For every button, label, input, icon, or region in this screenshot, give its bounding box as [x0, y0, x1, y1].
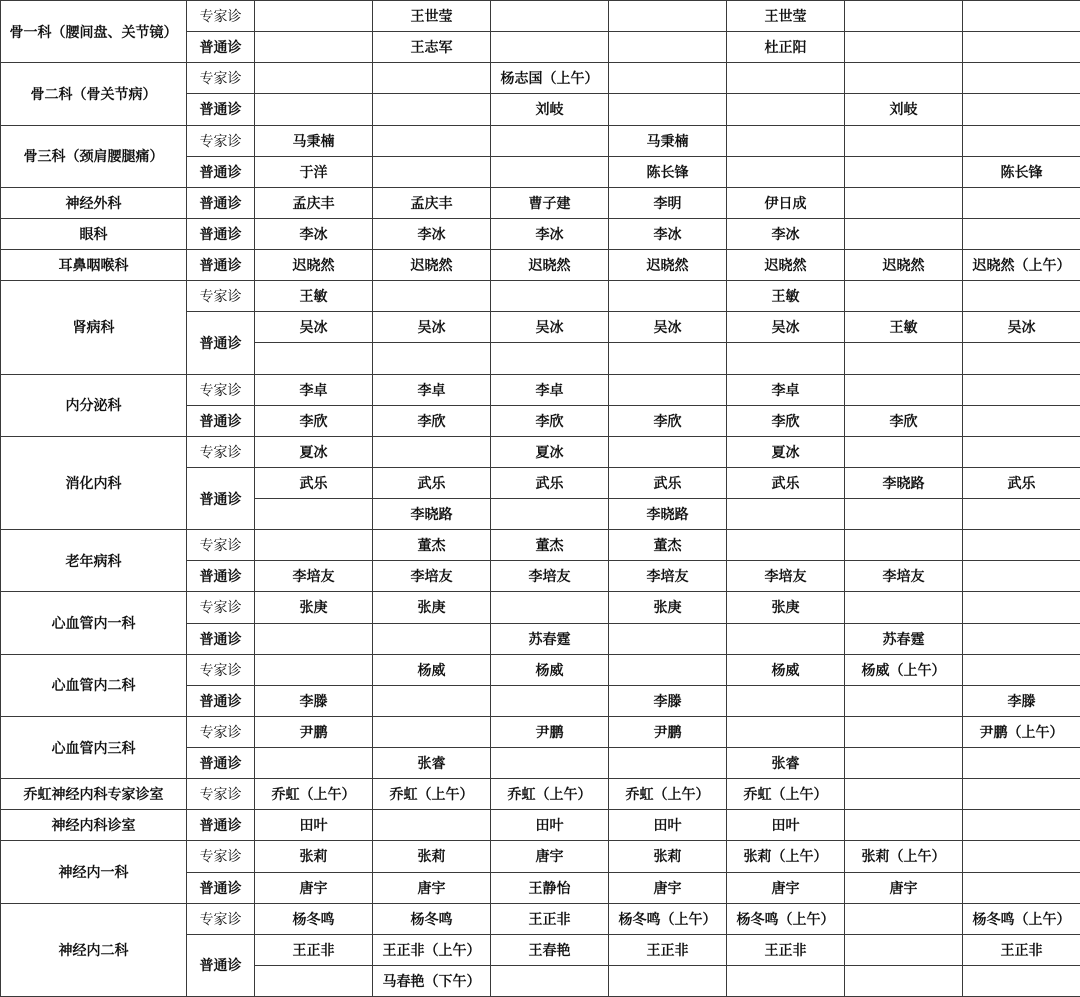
doctor-cell-day-2: 乔虹（上午） [373, 779, 491, 810]
doctor-cell-day-2: 王世莹 [373, 1, 491, 32]
doctor-cell-day-7 [963, 654, 1080, 685]
doctor-cell-day-4: 李欣 [609, 405, 727, 436]
doctor-cell-day-1: 张庚 [255, 592, 373, 623]
doctor-cell-day-1: 尹鹏 [255, 716, 373, 747]
doctor-cell-day-7: 李滕 [963, 685, 1080, 716]
doctor-cell-day-3 [491, 125, 609, 156]
doctor-cell-day-5: 李冰 [727, 218, 845, 249]
doctor-cell-day-1: 田叶 [255, 810, 373, 841]
doctor-cell-day-4 [609, 343, 727, 374]
doctor-cell-day-3: 杨威 [491, 654, 609, 685]
doctor-cell-day-6: 迟晓然 [845, 250, 963, 281]
doctor-cell-day-4: 李冰 [609, 218, 727, 249]
doctor-cell-day-7: 王正非 [963, 934, 1080, 965]
doctor-cell-day-6 [845, 343, 963, 374]
schedule-row [1, 281, 1080, 312]
clinic-type: 普通诊 [187, 810, 255, 841]
doctor-cell-day-3: 李欣 [491, 405, 609, 436]
doctor-cell-day-3: 刘岐 [491, 94, 609, 125]
doctor-cell-day-1: 张莉 [255, 841, 373, 872]
doctor-cell-day-2: 杨冬鸣 [373, 903, 491, 934]
doctor-cell-day-2: 迟晓然 [373, 250, 491, 281]
doctor-cell-day-5: 张莉（上午） [727, 841, 845, 872]
doctor-cell-day-2: 李欣 [373, 405, 491, 436]
doctor-cell-day-7 [963, 436, 1080, 467]
doctor-cell-day-5: 迟晓然 [727, 250, 845, 281]
doctor-cell-day-2 [373, 63, 491, 94]
doctor-cell-day-6 [845, 748, 963, 779]
schedule-row [1, 250, 1080, 281]
doctor-cell-day-3: 曹子建 [491, 187, 609, 218]
doctor-cell-day-7 [963, 218, 1080, 249]
doctor-cell-day-1: 乔虹（上午） [255, 779, 373, 810]
doctor-cell-day-4 [609, 965, 727, 996]
doctor-cell-day-6 [845, 374, 963, 405]
doctor-cell-day-7 [963, 841, 1080, 872]
doctor-cell-day-7: 陈长锋 [963, 156, 1080, 187]
doctor-cell-day-3: 李卓 [491, 374, 609, 405]
doctor-cell-day-2: 吴冰 [373, 312, 491, 343]
doctor-cell-day-6 [845, 685, 963, 716]
doctor-cell-day-2 [373, 94, 491, 125]
clinic-type: 专家诊 [187, 530, 255, 561]
doctor-cell-day-6 [845, 436, 963, 467]
department-name: 神经内一科 [1, 841, 187, 903]
doctor-cell-day-6 [845, 63, 963, 94]
doctor-cell-day-4: 武乐 [609, 467, 727, 498]
doctor-cell-day-2: 王正非（上午） [373, 934, 491, 965]
doctor-cell-day-4: 乔虹（上午） [609, 779, 727, 810]
doctor-cell-day-7 [963, 374, 1080, 405]
doctor-cell-day-1 [255, 965, 373, 996]
clinic-type: 专家诊 [187, 63, 255, 94]
doctor-cell-day-5: 王敏 [727, 281, 845, 312]
doctor-cell-day-6 [845, 281, 963, 312]
doctor-cell-day-6: 李晓路 [845, 467, 963, 498]
doctor-cell-day-3 [491, 499, 609, 530]
doctor-cell-day-4: 张莉 [609, 841, 727, 872]
doctor-cell-day-2: 张庚 [373, 592, 491, 623]
doctor-cell-day-2 [373, 125, 491, 156]
doctor-cell-day-4: 田叶 [609, 810, 727, 841]
doctor-cell-day-6 [845, 530, 963, 561]
doctor-cell-day-3: 董杰 [491, 530, 609, 561]
doctor-cell-day-1: 王敏 [255, 281, 373, 312]
doctor-cell-day-3: 田叶 [491, 810, 609, 841]
department-name: 心血管内一科 [1, 592, 187, 654]
doctor-cell-day-1: 迟晓然 [255, 250, 373, 281]
doctor-cell-day-1 [255, 63, 373, 94]
doctor-cell-day-1: 李欣 [255, 405, 373, 436]
doctor-cell-day-6 [845, 965, 963, 996]
doctor-cell-day-7 [963, 499, 1080, 530]
doctor-cell-day-4 [609, 281, 727, 312]
schedule-row [1, 903, 1080, 934]
doctor-cell-day-5: 夏冰 [727, 436, 845, 467]
doctor-cell-day-7 [963, 872, 1080, 903]
doctor-cell-day-7 [963, 343, 1080, 374]
doctor-cell-day-5 [727, 94, 845, 125]
clinic-type: 普通诊 [187, 94, 255, 125]
doctor-cell-day-5: 张睿 [727, 748, 845, 779]
doctor-cell-day-1 [255, 623, 373, 654]
clinic-type: 普通诊 [187, 872, 255, 903]
doctor-cell-day-1: 王正非 [255, 934, 373, 965]
doctor-cell-day-5: 张庚 [727, 592, 845, 623]
doctor-cell-day-7: 吴冰 [963, 312, 1080, 343]
doctor-cell-day-6: 苏春霆 [845, 623, 963, 654]
doctor-cell-day-3 [491, 685, 609, 716]
schedule-row [1, 841, 1080, 872]
doctor-cell-day-3: 武乐 [491, 467, 609, 498]
doctor-cell-day-5: 李卓 [727, 374, 845, 405]
doctor-cell-day-1 [255, 94, 373, 125]
doctor-cell-day-5 [727, 685, 845, 716]
doctor-cell-day-7 [963, 592, 1080, 623]
doctor-cell-day-7 [963, 748, 1080, 779]
schedule-row [1, 125, 1080, 156]
clinic-type: 普通诊 [187, 748, 255, 779]
doctor-cell-day-6 [845, 125, 963, 156]
doctor-cell-day-2: 唐宇 [373, 872, 491, 903]
schedule-row [1, 810, 1080, 841]
doctor-cell-day-4 [609, 748, 727, 779]
doctor-cell-day-7 [963, 561, 1080, 592]
doctor-cell-day-6 [845, 1, 963, 32]
doctor-cell-day-7 [963, 94, 1080, 125]
doctor-cell-day-3 [491, 281, 609, 312]
doctor-cell-day-1: 唐宇 [255, 872, 373, 903]
doctor-cell-day-2: 张睿 [373, 748, 491, 779]
clinic-type: 普通诊 [187, 405, 255, 436]
doctor-cell-day-5 [727, 156, 845, 187]
doctor-cell-day-1: 李培友 [255, 561, 373, 592]
doctor-cell-day-3: 尹鹏 [491, 716, 609, 747]
doctor-cell-day-2: 王志军 [373, 32, 491, 63]
doctor-cell-day-1 [255, 748, 373, 779]
doctor-cell-day-3: 唐宇 [491, 841, 609, 872]
doctor-cell-day-5: 伊日成 [727, 187, 845, 218]
doctor-cell-day-7 [963, 779, 1080, 810]
doctor-cell-day-4: 尹鹏 [609, 716, 727, 747]
doctor-cell-day-5: 武乐 [727, 467, 845, 498]
clinic-type: 专家诊 [187, 654, 255, 685]
doctor-cell-day-3 [491, 592, 609, 623]
doctor-cell-day-5 [727, 499, 845, 530]
doctor-cell-day-1 [255, 343, 373, 374]
department-name: 神经外科 [1, 187, 187, 218]
doctor-cell-day-5: 杜正阳 [727, 32, 845, 63]
doctor-cell-day-2 [373, 623, 491, 654]
doctor-cell-day-5: 杨冬鸣（上午） [727, 903, 845, 934]
doctor-cell-day-4: 李晓路 [609, 499, 727, 530]
doctor-cell-day-3 [491, 32, 609, 63]
doctor-cell-day-2: 李卓 [373, 374, 491, 405]
doctor-cell-day-1: 夏冰 [255, 436, 373, 467]
doctor-cell-day-7: 杨冬鸣（上午） [963, 903, 1080, 934]
doctor-cell-day-4 [609, 1, 727, 32]
doctor-cell-day-7 [963, 125, 1080, 156]
doctor-cell-day-5 [727, 716, 845, 747]
doctor-cell-day-4: 李明 [609, 187, 727, 218]
doctor-cell-day-1 [255, 530, 373, 561]
department-name: 肾病科 [1, 281, 187, 374]
department-name: 骨二科（骨关节病） [1, 63, 187, 125]
doctor-cell-day-3 [491, 156, 609, 187]
clinic-type: 普通诊 [187, 156, 255, 187]
department-name: 心血管内二科 [1, 654, 187, 716]
clinic-type: 专家诊 [187, 281, 255, 312]
doctor-cell-day-7 [963, 405, 1080, 436]
doctor-cell-day-3: 杨志国（上午） [491, 63, 609, 94]
doctor-cell-day-7 [963, 32, 1080, 63]
doctor-cell-day-2: 李培友 [373, 561, 491, 592]
doctor-cell-day-7 [963, 623, 1080, 654]
doctor-cell-day-7 [963, 187, 1080, 218]
doctor-cell-day-3: 王正非 [491, 903, 609, 934]
doctor-cell-day-3: 夏冰 [491, 436, 609, 467]
clinic-type: 专家诊 [187, 841, 255, 872]
schedule-row [1, 1, 1080, 32]
doctor-cell-day-5 [727, 623, 845, 654]
doctor-cell-day-2: 马春艳（下午） [373, 965, 491, 996]
department-name: 耳鼻咽喉科 [1, 250, 187, 281]
department-name: 骨一科（腰间盘、关节镜） [1, 1, 187, 63]
doctor-cell-day-6 [845, 156, 963, 187]
department-name: 神经内科诊室 [1, 810, 187, 841]
doctor-cell-day-6: 唐宇 [845, 872, 963, 903]
doctor-cell-day-3: 王春艳 [491, 934, 609, 965]
doctor-cell-day-4: 吴冰 [609, 312, 727, 343]
clinic-type: 专家诊 [187, 716, 255, 747]
doctor-cell-day-2 [373, 343, 491, 374]
clinic-type: 普通诊 [187, 467, 255, 529]
doctor-cell-day-6: 王敏 [845, 312, 963, 343]
doctor-cell-day-2: 李晓路 [373, 499, 491, 530]
doctor-cell-day-3 [491, 965, 609, 996]
schedule-row [1, 187, 1080, 218]
doctor-cell-day-3: 迟晓然 [491, 250, 609, 281]
clinic-type: 普通诊 [187, 187, 255, 218]
doctor-cell-day-5: 唐宇 [727, 872, 845, 903]
clinic-type: 普通诊 [187, 561, 255, 592]
doctor-cell-day-6 [845, 779, 963, 810]
doctor-cell-day-5: 李培友 [727, 561, 845, 592]
doctor-cell-day-3: 王静怡 [491, 872, 609, 903]
doctor-cell-day-6 [845, 187, 963, 218]
doctor-cell-day-5 [727, 530, 845, 561]
doctor-cell-day-4 [609, 63, 727, 94]
clinic-type: 专家诊 [187, 592, 255, 623]
doctor-cell-day-5 [727, 63, 845, 94]
doctor-cell-day-4: 李滕 [609, 685, 727, 716]
doctor-cell-day-1 [255, 654, 373, 685]
clinic-type: 普通诊 [187, 218, 255, 249]
doctor-cell-day-1 [255, 1, 373, 32]
clinic-type: 专家诊 [187, 374, 255, 405]
doctor-cell-day-2: 孟庆丰 [373, 187, 491, 218]
department-name: 神经内二科 [1, 903, 187, 996]
doctor-cell-day-4: 李培友 [609, 561, 727, 592]
doctor-cell-day-4: 陈长锋 [609, 156, 727, 187]
doctor-cell-day-1 [255, 499, 373, 530]
doctor-cell-day-4: 王正非 [609, 934, 727, 965]
doctor-cell-day-7 [963, 810, 1080, 841]
doctor-cell-day-2 [373, 810, 491, 841]
doctor-cell-day-7 [963, 63, 1080, 94]
doctor-cell-day-6: 张莉（上午） [845, 841, 963, 872]
doctor-cell-day-2 [373, 281, 491, 312]
doctor-cell-day-3: 李培友 [491, 561, 609, 592]
doctor-cell-day-4 [609, 32, 727, 63]
doctor-cell-day-5 [727, 125, 845, 156]
doctor-cell-day-2: 武乐 [373, 467, 491, 498]
doctor-cell-day-6: 刘岐 [845, 94, 963, 125]
doctor-cell-day-1: 李滕 [255, 685, 373, 716]
doctor-cell-day-6: 杨威（上午） [845, 654, 963, 685]
doctor-cell-day-3: 李冰 [491, 218, 609, 249]
schedule-row [1, 654, 1080, 685]
doctor-cell-day-5: 杨威 [727, 654, 845, 685]
doctor-cell-day-5: 王正非 [727, 934, 845, 965]
schedule-row [1, 436, 1080, 467]
clinic-type: 专家诊 [187, 1, 255, 32]
doctor-cell-day-4: 董杰 [609, 530, 727, 561]
doctor-cell-day-4 [609, 623, 727, 654]
schedule-row [1, 779, 1080, 810]
clinic-type: 普通诊 [187, 685, 255, 716]
schedule-row [1, 716, 1080, 747]
doctor-cell-day-6 [845, 32, 963, 63]
doctor-cell-day-6 [845, 716, 963, 747]
doctor-cell-day-1: 孟庆丰 [255, 187, 373, 218]
doctor-cell-day-7 [963, 281, 1080, 312]
department-name: 心血管内三科 [1, 716, 187, 778]
doctor-cell-day-7 [963, 530, 1080, 561]
doctor-cell-day-5: 田叶 [727, 810, 845, 841]
doctor-cell-day-7: 尹鹏（上午） [963, 716, 1080, 747]
schedule-row [1, 530, 1080, 561]
doctor-cell-day-1: 李冰 [255, 218, 373, 249]
doctor-cell-day-3 [491, 343, 609, 374]
schedule-row [1, 63, 1080, 94]
clinic-type: 专家诊 [187, 436, 255, 467]
doctor-cell-day-2 [373, 685, 491, 716]
doctor-cell-day-2: 李冰 [373, 218, 491, 249]
doctor-cell-day-1: 武乐 [255, 467, 373, 498]
department-name: 眼科 [1, 218, 187, 249]
doctor-cell-day-2: 董杰 [373, 530, 491, 561]
doctor-cell-day-3: 吴冰 [491, 312, 609, 343]
department-name: 骨三科（颈肩腰腿痛） [1, 125, 187, 187]
doctor-cell-day-4: 杨冬鸣（上午） [609, 903, 727, 934]
doctor-cell-day-1 [255, 32, 373, 63]
doctor-cell-day-2: 张莉 [373, 841, 491, 872]
doctor-cell-day-7: 迟晓然（上午） [963, 250, 1080, 281]
doctor-cell-day-4: 迟晓然 [609, 250, 727, 281]
doctor-cell-day-5 [727, 965, 845, 996]
clinic-type: 普通诊 [187, 312, 255, 374]
doctor-cell-day-6 [845, 934, 963, 965]
doctor-cell-day-2 [373, 716, 491, 747]
doctor-cell-day-3 [491, 748, 609, 779]
doctor-cell-day-1: 马秉楠 [255, 125, 373, 156]
doctor-cell-day-1: 吴冰 [255, 312, 373, 343]
doctor-cell-day-4 [609, 436, 727, 467]
doctor-cell-day-6: 李欣 [845, 405, 963, 436]
doctor-cell-day-4 [609, 654, 727, 685]
schedule-body [1, 1, 1080, 997]
doctor-cell-day-7 [963, 1, 1080, 32]
clinic-type: 普通诊 [187, 250, 255, 281]
schedule-row [1, 374, 1080, 405]
doctor-cell-day-6 [845, 592, 963, 623]
doctor-cell-day-7: 武乐 [963, 467, 1080, 498]
doctor-cell-day-4: 张庚 [609, 592, 727, 623]
doctor-cell-day-4: 马秉楠 [609, 125, 727, 156]
schedule-row [1, 592, 1080, 623]
department-name: 乔虹神经内科专家诊室 [1, 779, 187, 810]
clinic-type: 专家诊 [187, 779, 255, 810]
doctor-cell-day-3: 乔虹（上午） [491, 779, 609, 810]
department-name: 内分泌科 [1, 374, 187, 436]
doctor-cell-day-4: 唐宇 [609, 872, 727, 903]
department-name: 老年病科 [1, 530, 187, 592]
doctor-cell-day-4 [609, 94, 727, 125]
doctor-cell-day-3: 苏春霆 [491, 623, 609, 654]
doctor-cell-day-1: 李卓 [255, 374, 373, 405]
doctor-cell-day-5: 乔虹（上午） [727, 779, 845, 810]
clinic-type: 普通诊 [187, 934, 255, 996]
doctor-cell-day-6 [845, 218, 963, 249]
doctor-cell-day-2: 杨威 [373, 654, 491, 685]
doctor-cell-day-5: 吴冰 [727, 312, 845, 343]
doctor-cell-day-6 [845, 810, 963, 841]
doctor-cell-day-2 [373, 436, 491, 467]
doctor-cell-day-4 [609, 374, 727, 405]
doctor-cell-day-3 [491, 1, 609, 32]
clinic-type: 普通诊 [187, 32, 255, 63]
doctor-cell-day-6 [845, 903, 963, 934]
doctor-cell-day-2 [373, 156, 491, 187]
clinic-type: 专家诊 [187, 903, 255, 934]
doctor-cell-day-5: 王世莹 [727, 1, 845, 32]
clinic-type: 专家诊 [187, 125, 255, 156]
department-name: 消化内科 [1, 436, 187, 529]
doctor-cell-day-6: 李培友 [845, 561, 963, 592]
doctor-cell-day-1: 于洋 [255, 156, 373, 187]
doctor-cell-day-5: 李欣 [727, 405, 845, 436]
doctor-cell-day-5 [727, 343, 845, 374]
doctor-cell-day-1: 杨冬鸣 [255, 903, 373, 934]
doctor-cell-day-6 [845, 499, 963, 530]
schedule-row [1, 218, 1080, 249]
doctor-cell-day-7 [963, 965, 1080, 996]
clinic-type: 普通诊 [187, 623, 255, 654]
